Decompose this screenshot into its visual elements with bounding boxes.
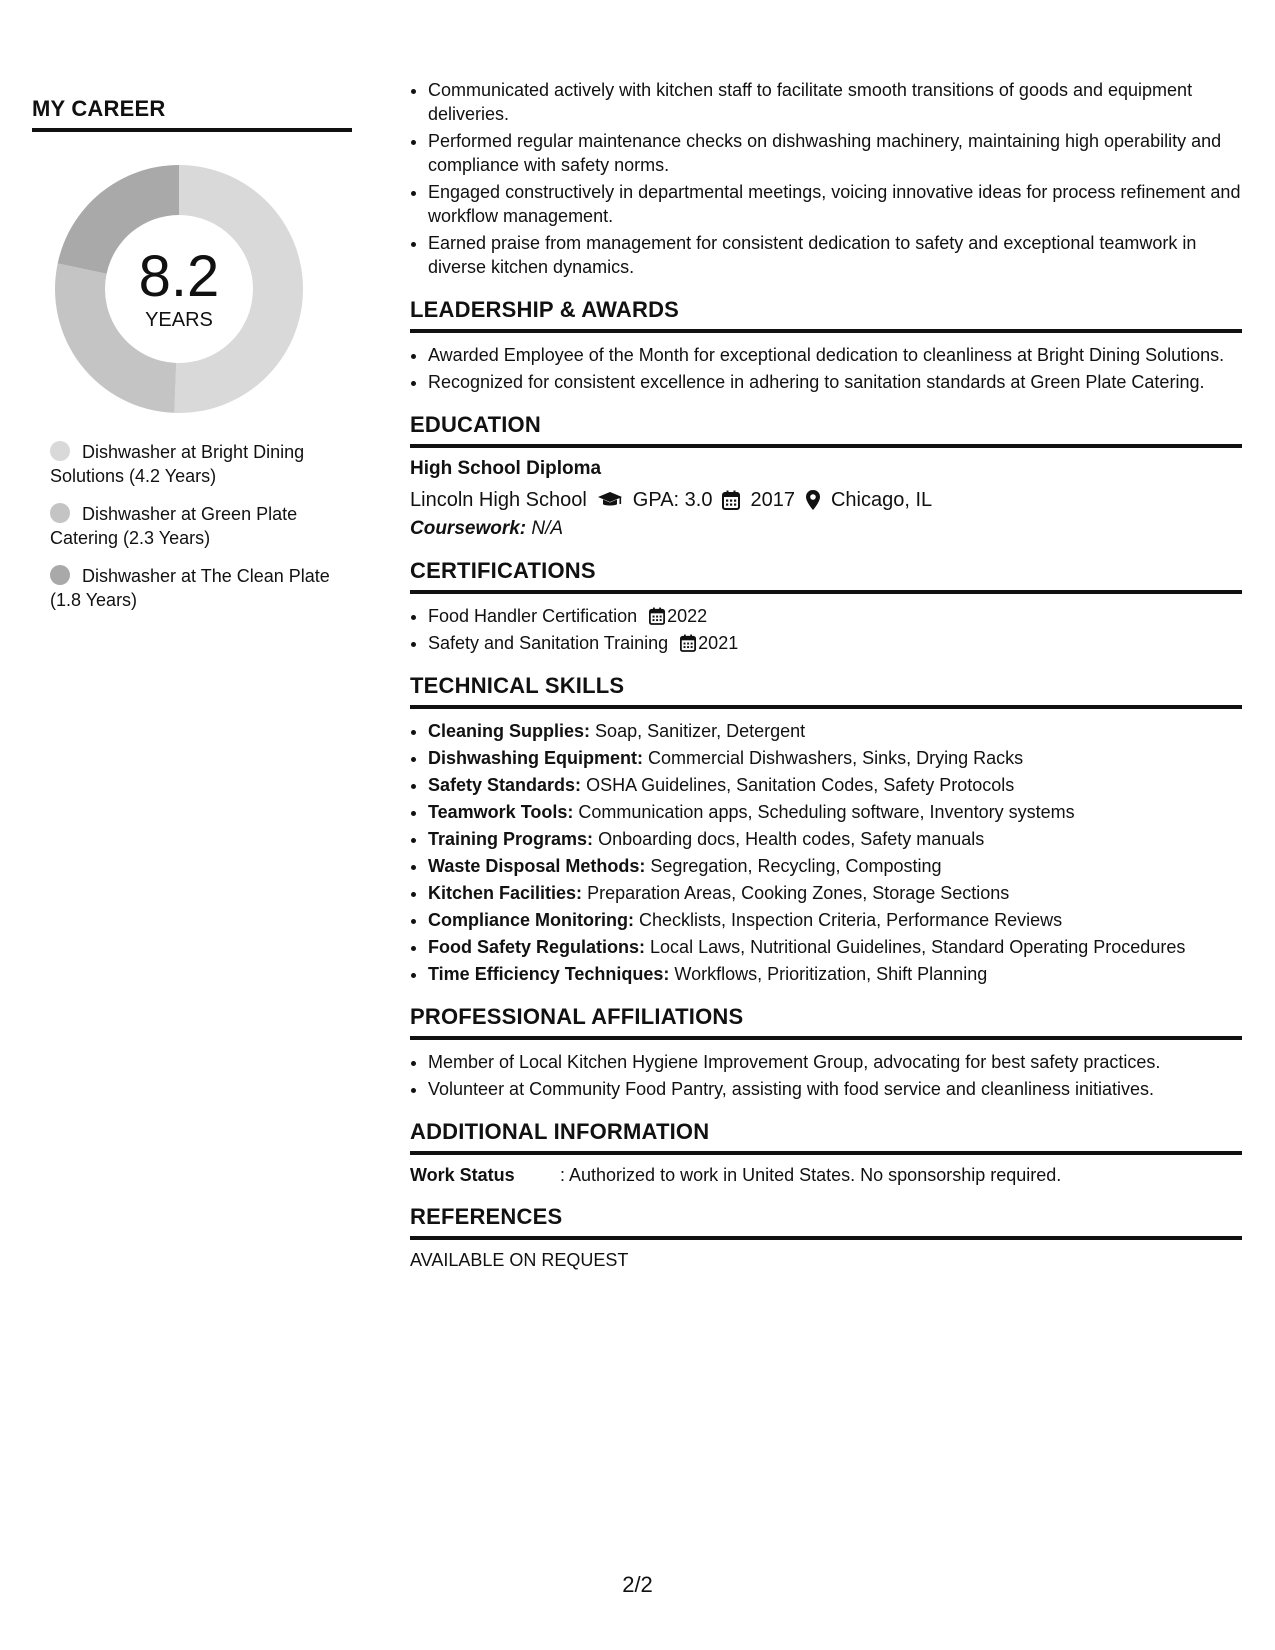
location-pin-icon [805,489,821,511]
list-item: • Volunteer at Community Food Pantry, assisting with food service and cleanliness initiatives. [428,1077,1242,1101]
skill-value: Local Laws, Nutritional Guidelines, Standard Operating Procedures [650,937,1186,957]
calendar-icon [649,607,665,625]
list-item [428,773,1242,797]
section-heading: LEADERSHIP & AWARDS [410,297,1242,333]
main-content [410,78,1242,1271]
skill-value: Soap, Sanitizer, Detergent [595,721,806,741]
certification-name: Food Handler Certification [428,606,638,626]
skill-value: OSHA Guidelines, Sanitation Codes, Safety Protocols [586,775,1015,795]
list-item [428,746,1242,770]
list-item [428,908,1242,932]
skill-label: Kitchen Facilities: [428,883,583,903]
legend-dot-icon [50,441,70,461]
section-heading: PROFESSIONAL AFFILIATIONS [410,1004,1242,1040]
skill-value: Checklists, Inspection Criteria, Performance Reviews [639,910,1063,930]
legend-item [50,440,352,488]
career-donut-chart [54,164,304,414]
list-item: • Performed regular maintenance checks on dishwashing machinery, maintaining high operability and compliance with safety norms. [428,129,1242,177]
work-status-row [410,1165,1242,1186]
skill-value: Onboarding docs, Health codes, Safety manuals [598,829,985,849]
education-degree: High School Diploma [410,458,602,479]
skill-label: Compliance Monitoring: [428,910,634,930]
skill-label: Training Programs: [428,829,594,849]
certification-year: 2022 [667,606,708,626]
list-item [428,604,1242,628]
career-heading: MY CAREER [32,96,352,132]
list-item [428,962,1242,986]
calendar-icon [722,490,740,510]
skill-value: Communication apps, Scheduling software, Inventory systems [578,802,1075,822]
leadership-section [410,297,1242,394]
coursework-value: N/A [531,518,564,539]
list-item [428,854,1242,878]
list-item: • Earned praise from management for consistent dedication to safety and exceptional teamwork in diverse kitchen dynamics. [428,231,1242,279]
skills-list [410,719,1242,986]
list-item: • Awarded Employee of the Month for exceptional dedication to cleanliness at Bright Dining Solutions. [428,343,1242,367]
education-year: 2017 [750,489,795,511]
legend-dot-icon [50,565,70,585]
career-legend [32,440,352,612]
skills-section [410,673,1242,986]
education-details [410,486,1242,514]
list-item [428,881,1242,905]
education-coursework [410,518,1242,540]
references-section [410,1204,1242,1271]
donut-center [54,164,304,414]
list-item [428,719,1242,743]
skill-label: Teamwork Tools: [428,802,574,822]
list-item: • Engaged constructively in departmental meetings, voicing innovative ideas for process refinement and workflow management. [428,180,1242,228]
certification-name: Safety and Sanitation Training [428,633,669,653]
career-total-years: 8.2 [138,243,220,309]
section-heading: ADDITIONAL INFORMATION [410,1119,1242,1155]
list-item [428,631,1242,655]
certifications-section [410,558,1242,655]
list-item [428,800,1242,824]
coursework-label: Coursework: [410,518,527,539]
affiliations-list [410,1050,1242,1101]
skill-label: Cleaning Supplies: [428,721,591,741]
education-location: Chicago, IL [830,489,933,511]
career-total-unit: YEARS [145,308,213,331]
skill-label: Food Safety Regulations: [428,937,646,957]
legend-label: Dishwasher at The Clean Plate (1.8 Years) [50,566,330,610]
list-item: • Communicated actively with kitchen staff to facilitate smooth transitions of goods and equipment deliveries. [428,78,1242,126]
legend-label: Dishwasher at Green Plate Catering (2.3 Years) [50,504,298,548]
career-sidebar [32,96,352,626]
affiliations-section [410,1004,1242,1101]
certification-year: 2021 [698,633,739,653]
skill-value: Preparation Areas, Cooking Zones, Storage Sections [587,883,1010,903]
skill-label: Time Efficiency Techniques: [428,964,670,984]
legend-item [50,564,352,612]
references-text: AVAILABLE ON REQUEST [410,1250,629,1270]
legend-label: Dishwasher at Bright Dining Solutions (4.2 Years) [50,442,305,486]
section-heading: TECHNICAL SKILLS [410,673,1242,709]
work-status-value: : Authorized to work in United States. No sponsorship required. [560,1165,1062,1185]
experience-bullets [410,78,1242,279]
list-item [428,827,1242,851]
skill-value: Segregation, Recycling, Composting [650,856,942,876]
graduation-cap-icon [597,490,623,510]
legend-item [50,502,352,550]
skill-value: Workflows, Prioritization, Shift Planning [674,964,988,984]
skill-label: Dishwashing Equipment: [428,748,644,768]
list-item: • Member of Local Kitchen Hygiene Improvement Group, advocating for best safety practices. [428,1050,1242,1074]
list-item: • Recognized for consistent excellence in adhering to sanitation standards at Green Plate Catering. [428,370,1242,394]
education-school: Lincoln High School [410,489,587,511]
section-heading: REFERENCES [410,1204,1242,1240]
skill-label: Waste Disposal Methods: [428,856,646,876]
section-heading: CERTIFICATIONS [410,558,1242,594]
legend-dot-icon [50,503,70,523]
additional-info-section [410,1119,1242,1186]
page-number: 2/2 [622,1572,653,1597]
calendar-icon [680,634,696,652]
leadership-list [410,343,1242,394]
skill-value: Commercial Dishwashers, Sinks, Drying Racks [648,748,1024,768]
education-gpa: GPA: 3.0 [632,489,713,511]
work-status-label: Work Status [410,1165,515,1185]
skill-label: Safety Standards: [428,775,582,795]
section-heading: EDUCATION [410,412,1242,448]
education-section [410,412,1242,540]
list-item [428,935,1242,959]
certifications-list [410,604,1242,655]
